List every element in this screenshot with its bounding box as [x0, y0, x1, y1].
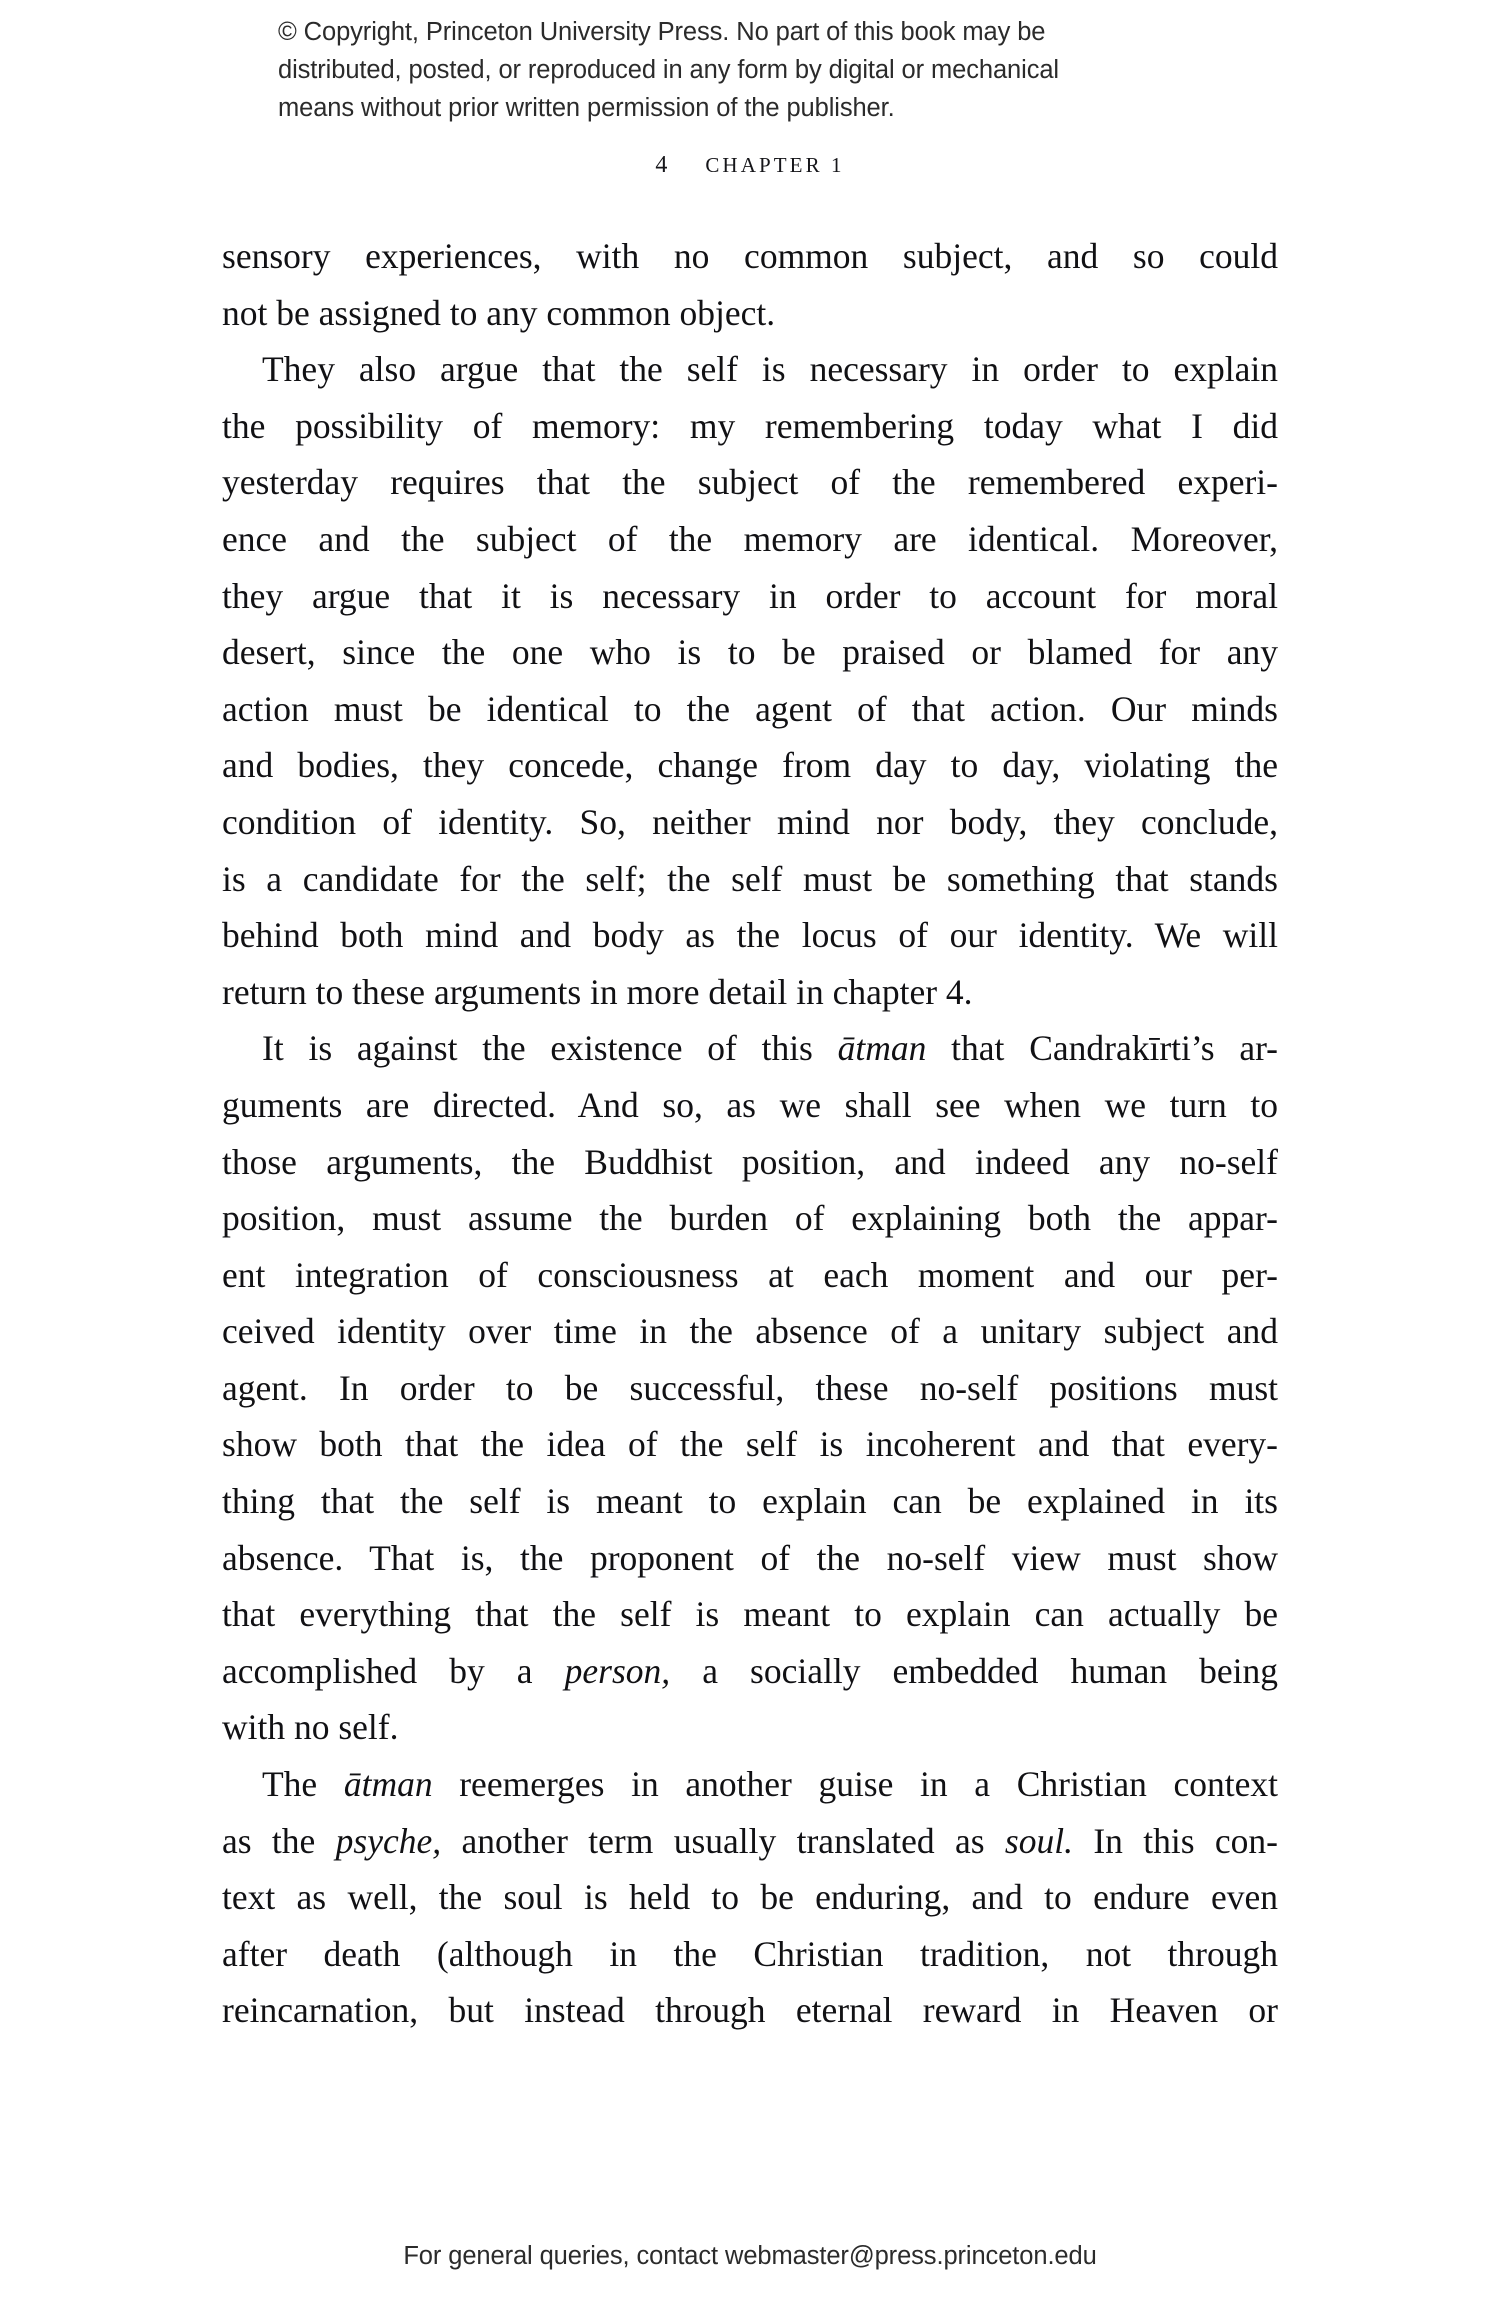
- text-line: ceived identity over time in the absence of a unitary subject and: [222, 1311, 1278, 1352]
- text-line: position, must assume the burden of explaining both the appar-: [222, 1198, 1278, 1239]
- text-line: reincarnation, but instead through eternal reward in Heaven or: [222, 1990, 1278, 2031]
- text-line: They also argue that the self is necessary in order to explain: [262, 349, 1278, 390]
- text-line: ent integration of consciousness at each moment and our per-: [222, 1254, 1278, 1295]
- body-text-column: [222, 228, 1278, 2039]
- paragraph-3: [222, 1020, 1278, 1756]
- copyright-notice-line-3: means without prior written permission of the publisher.: [278, 94, 895, 122]
- italic-term: psyche,: [335, 1820, 442, 1861]
- text-line: agent. In order to be successful, these no-self positions must: [222, 1367, 1278, 1408]
- text-line: ence and the subject of the memory are identical. Moreover,: [222, 518, 1278, 559]
- text-line: is a candidate for the self; the self must be something that stands: [222, 858, 1278, 899]
- text-line: absence. That is, the proponent of the no-self view must show: [222, 1537, 1278, 1578]
- text-line: guments are directed. And so, as we shall see when we turn to: [222, 1084, 1278, 1125]
- copyright-notice: [278, 13, 1218, 127]
- text-line: those arguments, the Buddhist position, and indeed any no-self: [222, 1141, 1278, 1182]
- text-line: yesterday requires that the subject of the remembered experi-: [222, 462, 1278, 503]
- text-line: they argue that it is necessary in order to account for moral: [222, 575, 1278, 616]
- page-footer: For general queries, contact webmaster@press.princeton.edu: [403, 2242, 1097, 2270]
- text-line: action must be identical to the agent of that action. Our minds: [222, 688, 1278, 729]
- text-line: return to these arguments in more detail in chapter 4.: [222, 971, 973, 1012]
- italic-term: ātman: [837, 1028, 927, 1069]
- text-line: show both that the idea of the self is incoherent and that every-: [222, 1424, 1278, 1465]
- text-line: with no self.: [222, 1707, 399, 1748]
- text-line: after death (although in the Christian tradition, not through: [222, 1933, 1278, 1974]
- text-line-with-italic-atman: The ātman reemerges in another guise in a Christian context: [262, 1764, 1278, 1805]
- text-line: not be assigned to any common object.: [222, 292, 776, 333]
- paragraph-4: [222, 1756, 1278, 2039]
- text-line-with-italic-person: accomplished by a person, a socially embedded human being: [222, 1650, 1279, 1691]
- running-head-chapter-title: CHAPTER 1: [705, 153, 845, 177]
- text-line: sensory experiences, with no common subject, and so could: [222, 236, 1278, 276]
- text-line: and bodies, they concede, change from day to day, violating the: [222, 745, 1278, 786]
- text-line-with-italic-psyche-soul: as the psyche, another term usually translated as soul. In this con-: [222, 1820, 1278, 1861]
- running-head: [0, 152, 1500, 179]
- text-line: thing that the self is meant to explain can be explained in its: [222, 1481, 1278, 1522]
- italic-term: soul.: [1004, 1820, 1073, 1861]
- text-line: text as well, the soul is held to be enduring, and to endure even: [222, 1877, 1278, 1918]
- text-line: that everything that the self is meant to explain can actually be: [222, 1594, 1278, 1635]
- text-line: behind both mind and body as the locus of our identity. We will: [222, 915, 1278, 956]
- page-folio-number: 4: [655, 152, 668, 178]
- italic-term: person,: [564, 1650, 671, 1691]
- text-line-with-italic-atman: It is against the existence of this ātman that Candrakīrti’s ar-: [262, 1028, 1279, 1069]
- text-line: desert, since the one who is to be praised or blamed for any: [222, 632, 1278, 673]
- copyright-notice-line-1: © Copyright, Princeton University Press. No part of this book may be: [278, 18, 1046, 46]
- italic-term: ātman: [343, 1764, 433, 1805]
- paragraph-1: [222, 228, 1278, 341]
- text-line: the possibility of memory: my remembering today what I did: [222, 405, 1278, 446]
- paragraph-2: [222, 341, 1278, 1020]
- text-line: condition of identity. So, neither mind nor body, they conclude,: [222, 801, 1278, 842]
- copyright-notice-line-2: distributed, posted, or reproduced in any form by digital or mechanical: [278, 56, 1059, 84]
